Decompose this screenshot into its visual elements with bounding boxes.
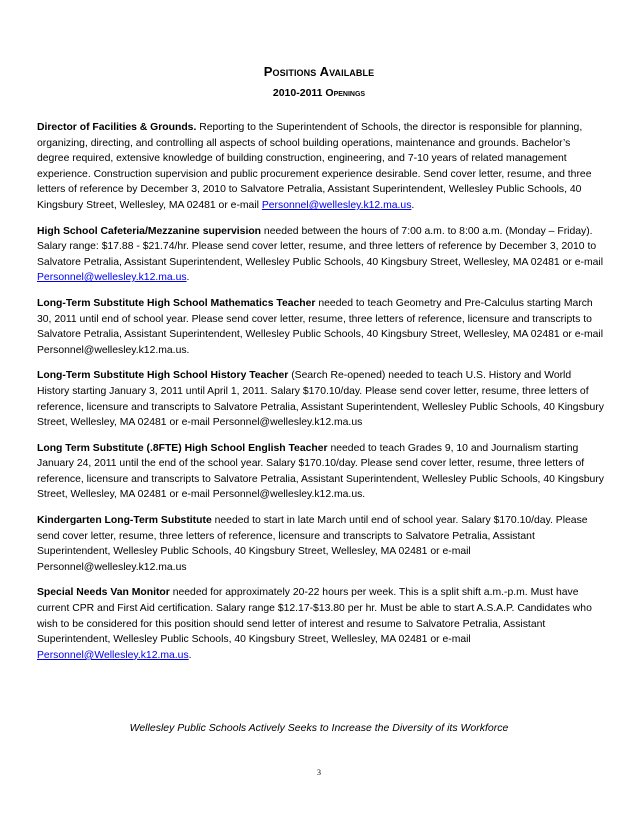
position-title: Director of Facilities & Grounds. [37,122,197,133]
diversity-tagline: Wellesley Public Schools Actively Seeks to Increase the Diversity of its Workforce [129,722,509,734]
position-entry [37,120,605,214]
position-entry [37,224,605,286]
email-link[interactable]: Personnel@Wellesley.k12.ma.us [37,649,189,661]
position-title: Special Needs Van Monitor [37,587,170,599]
position-entry [37,441,605,503]
position-entry [37,585,605,663]
position-entry [37,296,605,358]
position-description: needed for approximately 20-22 hours per week. This is a split shift a.m.-p.m. Must have current CPR and First Aid certification. Salary range $12.17-$13.80 per hr. Must be able to start A.S.A.P. Candidates who wish to be considered for this position should send letter of interest and resume to Salvatore Petralia, Assistant Superintendent, Wellesley Public Schools, 40 Kingsbury Street, Wellesley, MA 02481 or e-mail [37,587,592,646]
punctuation: . [411,199,415,211]
page-title: Positions Available [263,64,375,79]
positions-list [37,120,605,673]
position-description: needed between the hours of 7:00 a.m. to 8:00 a.m. (Monday – Friday). Salary range: $17.88 - $21.74/hr. Please send cover letter, resume, and three letters of reference by December 3, 2010 to Salvatore Petralia, Assistant Superintendent, Wellesley Public Schools, 40 Kingsbury Street, Wellesley, MA 02481 or e-mail [37,225,603,268]
position-description: Reporting to the Superintendent of Schools, the director is responsible for planning, organizing, directing, and controlling all aspects of school building operations, maintenance and grounds. Bachelor’s degree required, extensive knowledge of building construction, engineering, and 7-10 years of related management experience. Construction supervision and public procurement experience desirable. Send cover letter, resume, and three letters of reference by December 3, 2010 to Salvatore Petralia, Assistant Superintendent, Wellesley Public Schools, 40 Kingsbury Street, Wellesley, MA 02481 or e-mail [37,122,592,211]
position-title: Long-Term Substitute High School History Teacher [37,370,289,382]
email-link[interactable]: Personnel@wellesley.k12.ma.us [37,272,187,284]
punctuation: . [188,649,192,661]
position-description: needed to start in late March until end of school year. Salary $170.10/day. Please send cover letter, resume, three letters of reference, licensure and transcripts to Salvatore Petralia, Assistant Superintendent, Wellesley Public Schools, 40 Kingsbury Street, Wellesley, MA 02481 or e-mail Personnel@wellesley.k12.ma.us [37,515,588,573]
position-entry [37,368,605,430]
position-title: Kindergarten Long-Term Substitute [37,515,212,527]
email-link[interactable]: Personnel@wellesley.k12.ma.us [261,199,412,211]
page-subtitle: 2010-2011 Openings [272,87,366,99]
position-entry [37,513,605,575]
position-title: Long-Term Substitute High School Mathematics Teacher [37,297,316,309]
position-description: (Search Re-opened) needed to teach U.S. History and World History starting January 3, 2011 until April 1, 2011. Salary $170.10/day. Please send cover letter, resume, three letters of reference, licensure and transcripts to Salvatore Petralia, Assistant Superintendent, Wellesley Public Schools, 40 Kingsbury Street, Wellesley, MA 02481 or e-mail Personnel@wellesley.k12.ma.us [37,370,604,429]
punctuation: . [186,272,190,284]
position-title: Long Term Substitute (.8FTE) High School English Teacher [37,442,328,454]
page-number: 3 [317,768,321,777]
position-description: needed to teach Grades 9, 10 and Journalism starting January 24, 2011 until the end of the school year. Salary $170.10/day. Please send cover letter, resume, three letters of reference, licensure and transcripts to Salvatore Petralia, Assistant Superintendent, Wellesley Public Schools, 40 Kingsbury Street, Wellesley, MA 02481 or e-mail Personnel@wellesley.k12.ma.us. [37,442,604,501]
position-title: High School Cafeteria/Mezzanine supervision [37,225,262,237]
position-description: needed to teach Geometry and Pre-Calculus starting March 30, 2011 until end of school year. Please send cover letter, resume, three letters of reference, licensure and transcripts to Salvatore Petralia, Assistant Superintendent, Wellesley Public Schools, 40 Kingsbury Street, Wellesley, MA 02481 or e-mail Personnel@wellesley.k12.ma.us. [37,297,603,356]
